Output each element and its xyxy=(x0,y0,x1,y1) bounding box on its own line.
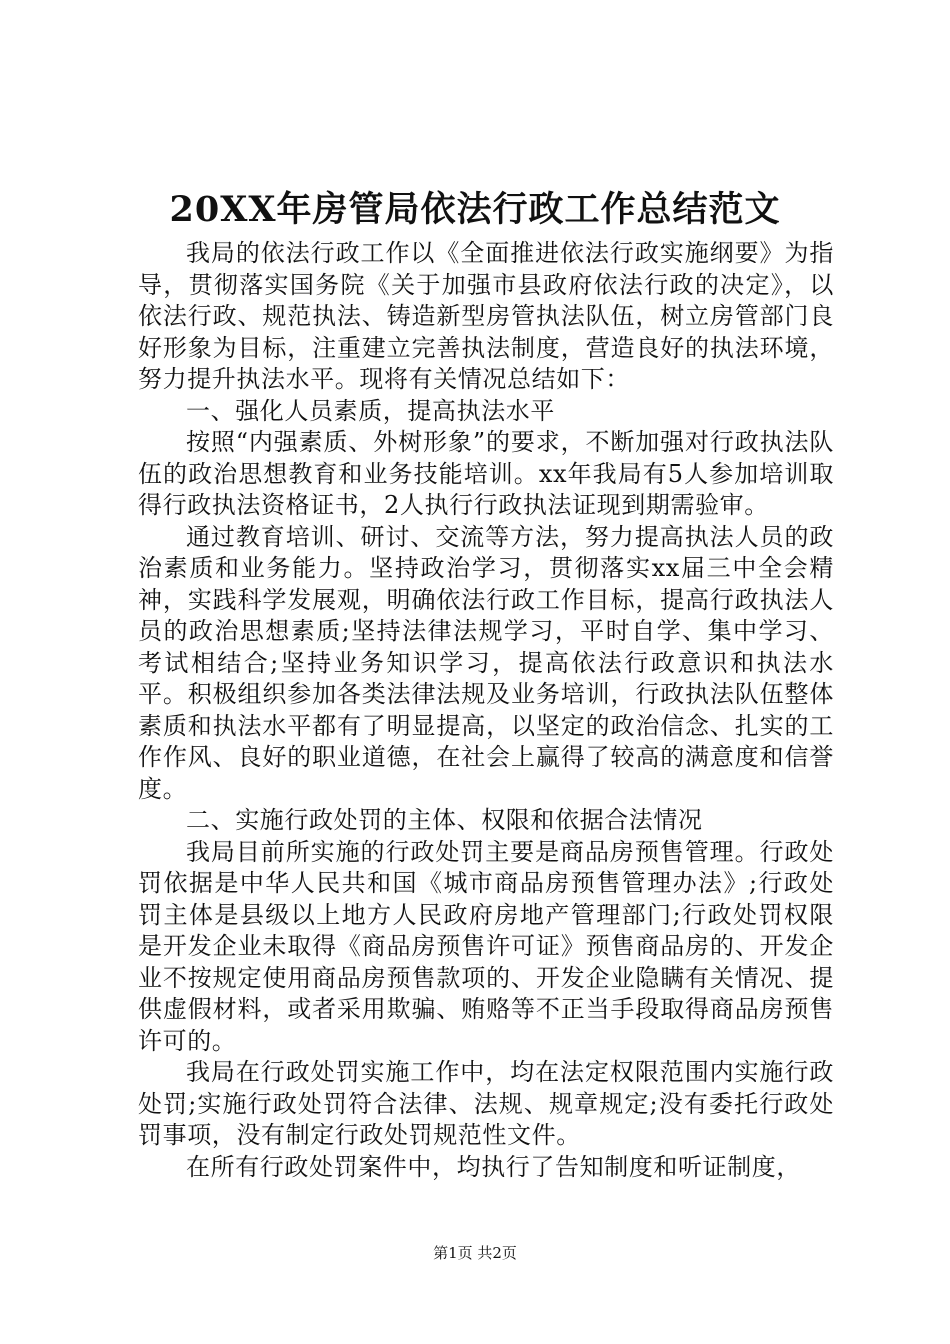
paragraph-education: 通过教育培训、研讨、交流等方法，努力提高执法人员的政治素质和业务能力。坚持政治学习，贯彻落实xx届三中全会精神，实践科学发展观，明确依法行政工作目标，提高行政执法人员的政治思想素质;坚持法律法规学习，平时自学、集中学习、考试相结合;坚持业务知识学习，提高依法行政意识和执法水平。积极组织参加各类法律法规及业务培训，行政执法队伍整体素质和执法水平都有了明显提高，以坚定的政治信念、扎实的工作作风、良好的职业道德，在社会上赢得了较高的满意度和信誉度。 xyxy=(138,522,834,803)
page-footer: 第1页 共2页 xyxy=(433,1244,517,1262)
paragraph-intro: 我局的依法行政工作以《全面推进依法行政实施纲要》为指导，贯彻落实国务院《关于加强市县政府依法行政的决定》，以依法行政、规范执法、铸造新型房管执法队伍，树立房管部门良好形象为目标，注重建立完善执法制度，营造良好的执法环境，努力提升执法水平。现将有关情况总结如下： xyxy=(138,239,834,393)
document-body xyxy=(138,238,834,1183)
section-heading-2: 二、实施行政处罚的主体、权限和依据合法情况 xyxy=(186,806,703,834)
paragraph-penalty-basis: 我局目前所实施的行政处罚主要是商品房预售管理。行政处罚依据是中华人民共和国《城市商品房预售管理办法》;行政处罚主体是县级以上地方人民政府房地产管理部门;行政处罚权限是开发企业未取得《商品房预售许可证》预售商品房的、开发企业不按规定使用商品房预售款项的、开发企业隐瞒有关情况、提供虚假材料，或者采用欺骗、贿赂等不正当手段取得商品房预售许可的。 xyxy=(138,837,834,1055)
section-heading-1: 一、强化人员素质，提高执法水平 xyxy=(186,396,555,425)
paragraph-penalty-implementation: 我局在行政处罚实施工作中，均在法定权限范围内实施行政处罚;实施行政处罚符合法律、法规、规章规定;没有委托行政处罚事项，没有制定行政处罚规范性文件。 xyxy=(138,1058,834,1149)
paragraph-training: 按照“内强素质、外树形象”的要求，不断加强对行政执法队伍的政治思想教育和业务技能培训。xx年我局有5人参加培训取得行政执法资格证书，2人执行行政执法证现到期需验审。 xyxy=(138,428,834,519)
document-title: 20XX年房管局依法行政工作总结范文 xyxy=(169,189,781,230)
paragraph-hearing-system: 在所有行政处罚案件中，均执行了告知制度和听证制度， xyxy=(186,1152,801,1181)
